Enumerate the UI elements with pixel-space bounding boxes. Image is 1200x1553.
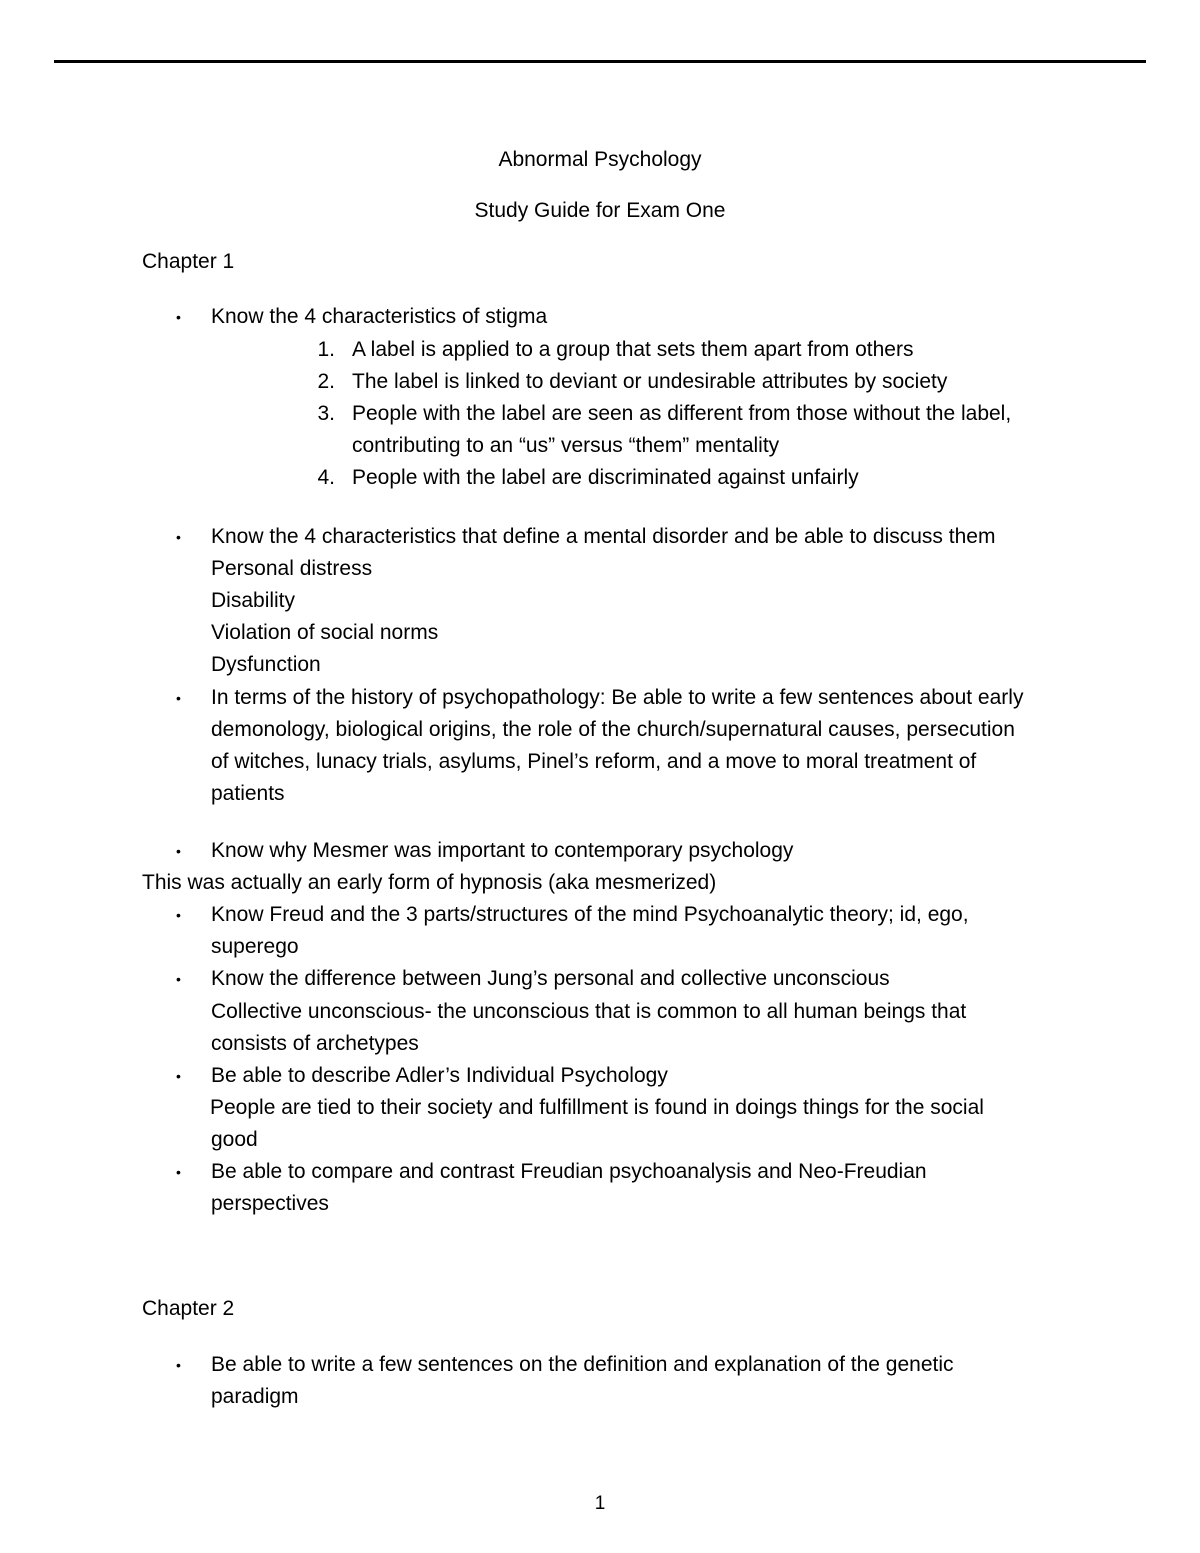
bullet-icon: • bbox=[176, 309, 181, 325]
bullet-icon: • bbox=[176, 1164, 181, 1180]
bullet-history-line: patients bbox=[211, 782, 285, 805]
list-item: A label is applied to a group that sets them apart from others bbox=[352, 338, 914, 361]
list-number: 4. bbox=[317, 466, 335, 489]
bullet-icon: • bbox=[176, 529, 181, 545]
bullet-icon: • bbox=[176, 971, 181, 987]
bullet-genetic-line: paradigm bbox=[211, 1385, 299, 1408]
answer-line: Personal distress bbox=[211, 557, 373, 580]
bullet-icon: • bbox=[176, 690, 181, 706]
list-item-continuation: contributing to an “us” versus “them” mentality bbox=[352, 434, 780, 457]
bullet-mental-disorder: Know the 4 characteristics that define a mental disorder and be able to discuss them bbox=[211, 525, 996, 548]
answer-line: consists of archetypes bbox=[211, 1032, 419, 1055]
list-item: The label is linked to deviant or undesirable attributes by society bbox=[352, 370, 948, 393]
list-item: People with the label are seen as different from those without the label, bbox=[352, 402, 1012, 425]
list-number: 2. bbox=[317, 370, 335, 393]
bullet-compare: Be able to compare and contrast Freudian psychoanalysis and Neo-Freudian bbox=[211, 1160, 927, 1183]
answer-line: People are tied to their society and fulfillment is found in doings things for the social bbox=[210, 1096, 984, 1119]
bullet-history: In terms of the history of psychopathology: Be able to write a few sentences about early bbox=[211, 686, 1024, 709]
answer-line: good bbox=[211, 1128, 258, 1151]
bullet-compare-line: perspectives bbox=[211, 1192, 329, 1215]
document-title: Abnormal Psychology bbox=[498, 148, 702, 171]
answer-line: Violation of social norms bbox=[211, 621, 439, 644]
bullet-jung: Know the difference between Jung’s personal and collective unconscious bbox=[211, 967, 890, 990]
list-item: People with the label are discriminated against unfairly bbox=[352, 466, 859, 489]
bullet-icon: • bbox=[176, 1068, 181, 1084]
bullet-icon: • bbox=[176, 907, 181, 923]
bullet-icon: • bbox=[176, 1357, 181, 1373]
bullet-freud-line: superego bbox=[211, 935, 299, 958]
bullet-history-line: demonology, biological origins, the role of the church/supernatural causes, persecution bbox=[211, 718, 1015, 741]
document-subtitle: Study Guide for Exam One bbox=[474, 199, 726, 222]
answer-line: Dysfunction bbox=[211, 653, 321, 676]
list-number: 3. bbox=[317, 402, 335, 425]
header-rule bbox=[54, 60, 1146, 63]
bullet-icon: • bbox=[176, 843, 181, 859]
answer-line: Collective unconscious- the unconscious that is common to all human beings that bbox=[211, 1000, 967, 1023]
bullet-history-line: of witches, lunacy trials, asylums, Pinel’s reform, and a move to moral treatment of bbox=[211, 750, 977, 773]
bullet-stigma: Know the 4 characteristics of stigma bbox=[211, 305, 548, 328]
bullet-genetic: Be able to write a few sentences on the definition and explanation of the genetic bbox=[211, 1353, 954, 1376]
bullet-mesmer: Know why Mesmer was important to contemporary psychology bbox=[211, 839, 794, 862]
page-number: 1 bbox=[594, 1493, 606, 1514]
list-number: 1. bbox=[317, 338, 335, 361]
chapter-2-heading: Chapter 2 bbox=[142, 1297, 235, 1320]
answer-line: Disability bbox=[211, 589, 296, 612]
chapter-1-heading: Chapter 1 bbox=[142, 250, 235, 273]
bullet-freud: Know Freud and the 3 parts/structures of the mind Psychoanalytic theory; id, ego, bbox=[211, 903, 969, 926]
bullet-adler: Be able to describe Adler’s Individual Psychology bbox=[211, 1064, 668, 1087]
answer-line: This was actually an early form of hypnosis (aka mesmerized) bbox=[142, 871, 717, 894]
